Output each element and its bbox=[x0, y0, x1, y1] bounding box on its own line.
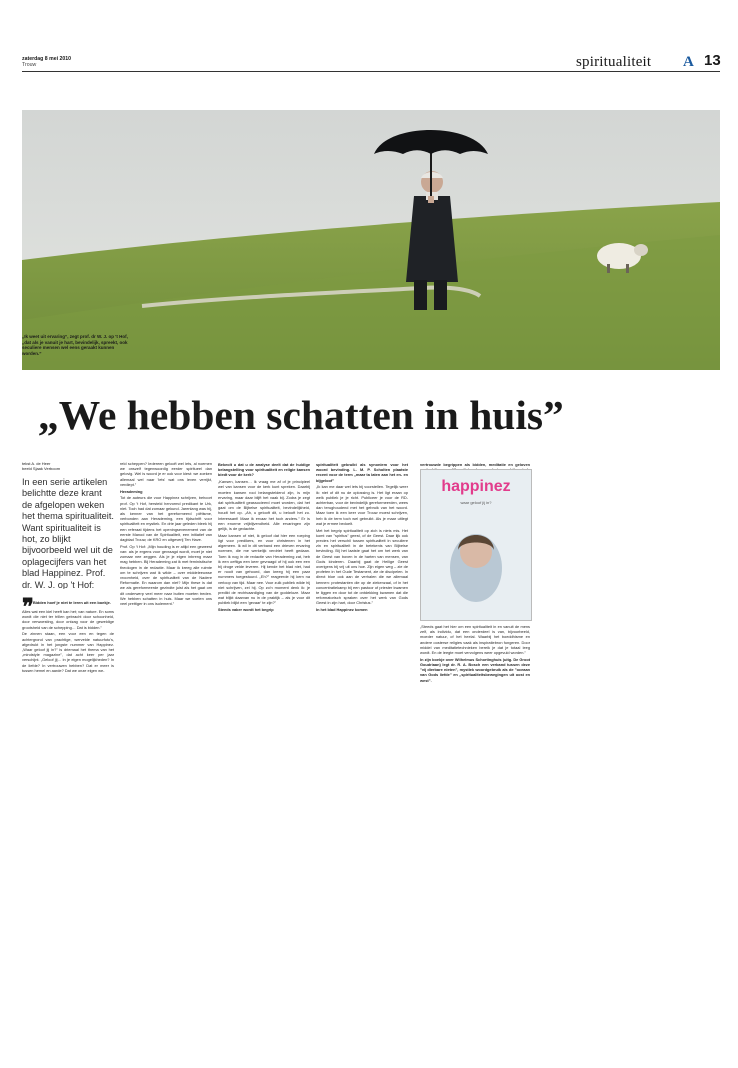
paragraph: Met het begrip spiritualiteit op zich is niets mis. Het komt van "spiritus" geest, of de Geest. Daar lijk ook precies het verschil tussen spiritualiteit in seculiere zin en spiritualiteit in de betekenis van Bijbelse bevinding. Bij het laatste gaat het om het werk van de Geest van boven in de harten van mensen, van Gods kinderen. Daarbij gaat de Heilige Geest overigens bij vrij uit ons hoe. Zijn eigen weg – zie de profeten in het Oude Testament, zie de discipelen. In direct bloe ook aan de verhalen die we allemaal kennen: protestanten die op de ziekenzaal, of in het concentratiekamp bij een pastoor of priester kwamen te liggen en door tot de ontdekking kwamen dat die reformatorisch spraken over het werk van Gods Geest in zijn hart, door Christus.” bbox=[316, 527, 408, 606]
paragraph: Prof. Op 't Hof: „Mijn houding is er altijd een geweest van: als je ergens voor gevraagd wordt, moet je niet zomaar nee zeggen. Als je je eigen inbreng maar mag hebben. Bij Herademing zat ik met feministische theologen in de redactie. Maar ik kreeg alle ruimte om te schrijven wat ik wilde – over middeleeuwse vroomheid, over de spiritualiteit van de Nadere Reformatie. En waarom dan niet? Mijn these is dat we als gereformeerde gezindte juist als het gaat om dit onderwerp veel meer naar buiten moeten treden. We hebben schatten in huis. Maar we voelen ons veel prettiger in ons isolement.” bbox=[120, 543, 212, 607]
article-intro: In een serie artikelen belichtte deze krant de afgelopen weken het thema spiritualiteit. Want spiritualiteit is hot, zo blijkt bijvoorbeeld wel uit de oplagecijfers van het blad Happinez. Prof. dr. W. J. op 't Hof: bbox=[22, 477, 114, 589]
paragraph: Tot de auteurs die voor Happinez schrijven, behoort prof. Op 't Hof, hersteld hervormd predikant te Urk, niet. Toch had dat zomaar gekund. Jarenlang was hij, als kenner van het gereformeerd piëtisme, verbonden aan Herademing, een tijdschrift voor spiritualiteit en mystiek. En drie jaar geleden bleek hij een referaat tijdens het openingsevenement van de eerste Manod van de Spiritualiteit, een initiatief van dagblad Trouw, de KRO en uitgeverij Ten Have. bbox=[120, 495, 212, 543]
article-lead-start: Bidden hoef je niet te leren uit een boekje. bbox=[33, 600, 111, 605]
magazine-cover-subtitle: waar geloof jij in? bbox=[460, 500, 492, 505]
article-byline: tekst A. de Heer beeld Sjaak Verboom bbox=[22, 461, 61, 471]
article-column-1 bbox=[22, 609, 114, 781]
header-rule bbox=[22, 71, 720, 72]
paragraph: „Steeds gaat het hier om een spiritualiteit in en vanuit de mens zelf, als individu, dat een onderdeel is van, bijvoorbeeld, moeder natuur, of het heelal. Waarbij het boeddhisme en andere oosterse religies vaak als inspiratiebron fungeren. Door middel van meditatietechnieken bereik je dat je totaal leeg wordt. En de leegte moet vervolgens weer opgevuld worden.” bbox=[420, 624, 530, 656]
question: spiritualiteit gebruikt als synoniem voor het woord bevinding. L. M. P. Scholten plaatste recent voor de term „maar ta laten aan het en- en bijgeloof” bbox=[316, 462, 408, 483]
paragraph: „Ik kan me daar wel iets bij voorstellen. Tegelijk weer ik: niet of dit nu de oplossing is. Het ligt eraan op welk publiek je je richt. Publiceer je voor de RD-achterban, voor de bevindelijk gereformeerden, wees dan terughoudend met het gebruik van het woord. Maar toen ik een keer voor Trouw moest schrijven, heb ik de term toch wel gebruikt. Als je maar uitlegt wat je ermee bedoelt. bbox=[316, 484, 408, 526]
photo-caption: „Ik weet uit ervaring”, zegt prof. dr W. J. op 't Hof, „dat als je vanuit je hart, bevindelijk, spreekt, ook seculiere mensen wel eens geraakt kunnen worden.” bbox=[22, 334, 128, 356]
article-headline: „We hebben schatten in huis” bbox=[38, 392, 564, 438]
question: In het blad Happinez komen bbox=[316, 607, 368, 613]
section-title: spiritualiteit bbox=[576, 54, 652, 70]
article-column-4 bbox=[316, 461, 408, 781]
question: In zijn boekje over Wilhelmus Schortinghuis (uitg. De Groot Goudriaan) legt dr. R. A. Bosch een verband tussen deze "vij dierbare nieten", mystiek woordgebruik als de "oceaan van Gods liefde" en „spiritualiteitsbewegingen uit oost en west”. bbox=[420, 656, 530, 683]
section-logo: A bbox=[683, 54, 694, 70]
magazine-cover bbox=[420, 469, 532, 621]
article-column-5 bbox=[420, 624, 530, 781]
paragraph: „Kansen, kansen… Ik vraag me af of je principieel wel van kansen voor de kerk kunt spreken. Daarbij moeten kansen rooi belangsteldend zijn, is mijn ervaring, maar daar blijft het vaak bij. Zodra je zegt dat spiritualiteit geassocieerd moet worden, dat het gaat om de Bijbelse spiritualiteit, bevindelijkheid, houdt het op. „Ah, u gelooft dit, u belooft het zo. Interessant! Maar ik ervaar het toch anders.” Er is een enorme vrijblijvendheid. Alle ervaringen zijn gelijk, is de gedachte. bbox=[218, 479, 310, 532]
quote-mark-icon: ❞ bbox=[22, 594, 34, 619]
paragraph: reld scheppen? Iedereen gelooft wel iets, al noemen we onszelf tegenwoordig eerder spiritueel dan gelovig. Wel is woord je er ook voor kiest: we zoeken allemaal wel naar 'iets' wat ons leven verrijkt, verdiept.” bbox=[120, 461, 212, 487]
paragraph: Maar kansen of niet, ik geloof dat hier een roeping ligt voor predikers, en voor christenen in het algemeen. Ik wil in dit verband een drieven ervaring noemen, die me werkelijk verdriet heeft gedaan. Toen ik nog in de redactie van Herademing zat, heb ik een oeftiga een keer gevraagd of hij ook een een bij droge velde leveren. Hij kende het blad niet, had er nooit van gehoord, dan kreeg hij een paar nummers toegestuurd. „Eh?” reageerde hij kern na verloop van tijd. Maar nee. Voor zulk publiek wilde hij niet schrijven, zei hij. Op zo'n moment denk ik: je predikt de rechtvaardiging van de goddeloze. Maar wat blijkt daarvan nu in de praktijk – als je voor dit publiek blijkt een 'gevaar' te zijn?” bbox=[218, 532, 310, 606]
main-photo bbox=[22, 110, 720, 370]
subheading: Herademing bbox=[120, 488, 143, 494]
article-column-3 bbox=[218, 461, 310, 781]
cover-photo bbox=[421, 470, 531, 620]
question: Bekeolt u dat u de analyse deelt dat de huidige belangstelling voor spiritualiteit en religie kansen biedt voor de kerk? bbox=[218, 462, 310, 478]
question: Steeds vaker wordt het begrip bbox=[218, 607, 274, 613]
article-column-2 bbox=[120, 461, 212, 781]
photo-illustration bbox=[22, 110, 720, 370]
newspaper-name: Trouw bbox=[22, 62, 37, 68]
issue-date: zaterdag 8 mei 2010 bbox=[22, 56, 72, 62]
magazine-cover-title: happinez bbox=[441, 478, 511, 495]
page-number: 13 bbox=[704, 52, 721, 69]
paragraph: Alles wat een kiel heeft kan het; van nature. En soms wordt die niet ter trillen gebracht door schoonheid, door verwoesting, door ontzag voor de geweldige grootsheid van de schepping… Dat is bidden.” bbox=[22, 609, 114, 630]
question: vertrouwde begrippen als bidden, meditatie en geloven bbox=[420, 462, 530, 467]
paragraph: De zinnen staan, een voor een en tegen de achtergrond van prachtige, wervelde natuurfoto's, afgedrukt in het jongste nummer van Happinez. „Waar geloof jij in?” is driemaal het thema van het „mindstyle magazine”, dat acht keer per jaar verschijnt. „Geloof jij… in je eigen mogelijkheden? In de liefde? In vertrouwen hebben? Dat er meer is tussen hemel en aarde? Dat we onze eigen we- bbox=[22, 631, 114, 673]
